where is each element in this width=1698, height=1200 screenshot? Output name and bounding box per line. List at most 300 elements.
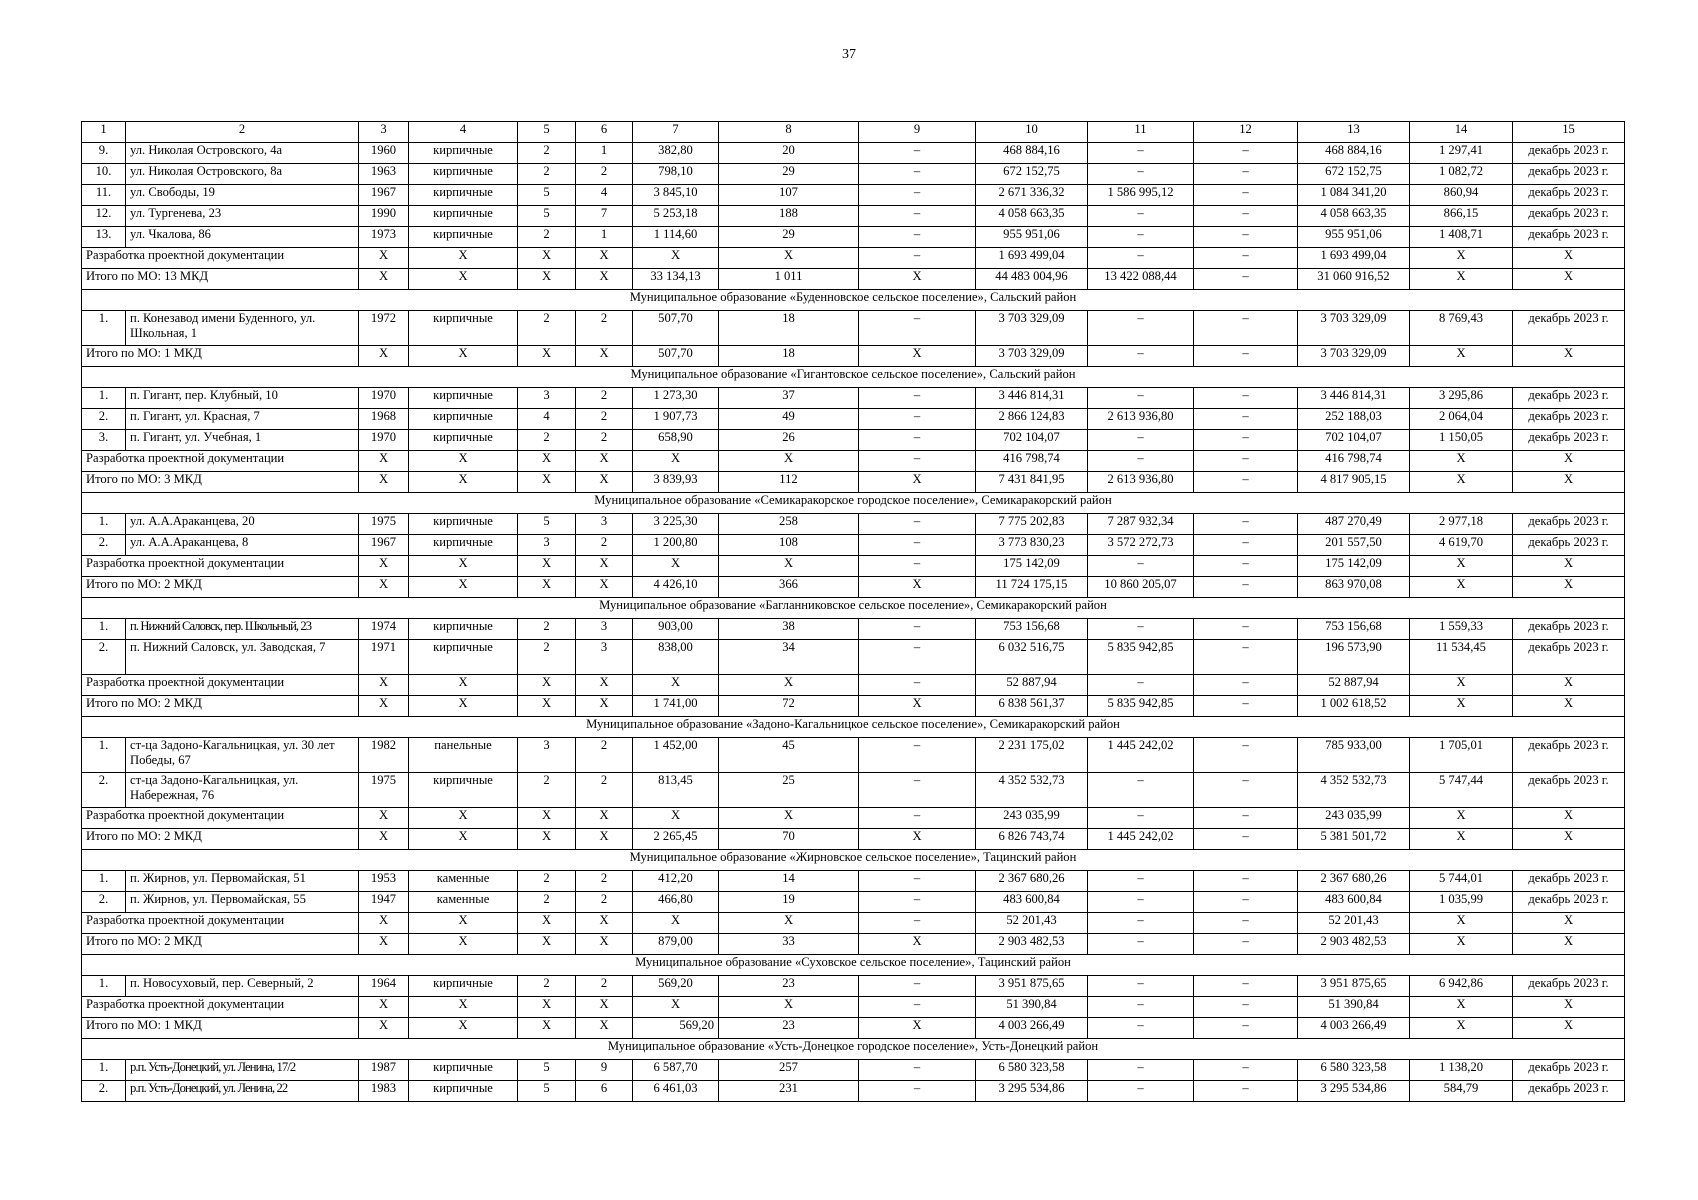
cell-col-3: 1953 [359,871,409,892]
summary-cell-col-5: Х [518,675,576,696]
municipality-header-row [82,598,1625,619]
cell-col-3: 1970 [359,388,409,409]
cell-col-11: 5 835 942,85 [1088,640,1194,675]
cell-col-13: 3 295 534,86 [1298,1081,1410,1102]
cell-col-4: кирпичные [409,185,518,206]
summary-cell-col-7: 507,70 [633,346,719,367]
cell-col-10: 483 600,84 [976,892,1088,913]
cell-col-6: 2 [576,892,633,913]
summary-cell-col-14: Х [1410,829,1513,850]
cell-col-5: 2 [518,164,576,185]
row-number-cell: 1. [82,388,126,409]
cell-col-8: 19 [719,892,859,913]
summary-cell-col-14: Х [1410,675,1513,696]
summary-row [82,808,1625,829]
cell-col-4: каменные [409,892,518,913]
summary-cell-col-8: Х [719,675,859,696]
summary-cell-col-12: – [1194,1018,1298,1039]
summary-cell-col-9: Х [859,472,976,493]
cell-col-14: 1 705,01 [1410,738,1513,773]
cell-col-4: кирпичные [409,311,518,346]
cell-col-9: – [859,892,976,913]
cell-col-3: 1987 [359,1060,409,1081]
table-body [82,122,1625,1102]
summary-cell-col-6: Х [576,696,633,717]
cell-col-10: 4 352 532,73 [976,773,1088,808]
summary-cell-col-6: Х [576,675,633,696]
summary-cell-col-3: Х [359,808,409,829]
cell-col-5: 5 [518,206,576,227]
cell-col-4: кирпичные [409,409,518,430]
summary-cell-col-7: 1 741,00 [633,696,719,717]
summary-cell-col-14: Х [1410,248,1513,269]
summary-label: Итого по МО: 2 МКД [82,696,359,717]
summary-cell-col-4: Х [409,1018,518,1039]
summary-cell-col-3: Х [359,248,409,269]
summary-cell-col-5: Х [518,696,576,717]
summary-cell-col-15: Х [1513,346,1625,367]
row-number-cell: 10. [82,164,126,185]
address-cell: ул. Свободы, 19 [126,185,359,206]
municipality-header-row [82,290,1625,311]
cell-col-10: 2 866 124,83 [976,409,1088,430]
summary-label: Итого по МО: 3 МКД [82,472,359,493]
summary-cell-col-6: Х [576,829,633,850]
summary-cell-col-9: Х [859,934,976,955]
cell-col-9: – [859,514,976,535]
column-number-2: 2 [126,122,359,143]
cell-col-7: 1 114,60 [633,227,719,248]
cell-col-3: 1967 [359,185,409,206]
cell-col-7: 1 907,73 [633,409,719,430]
summary-cell-col-6: Х [576,808,633,829]
cell-col-9: – [859,976,976,997]
summary-cell-col-5: Х [518,829,576,850]
cell-col-3: 1983 [359,1081,409,1102]
summary-cell-col-9: – [859,675,976,696]
cell-col-10: 4 058 663,35 [976,206,1088,227]
cell-col-14: 1 035,99 [1410,892,1513,913]
municipality-title: Муниципальное образование «Гигантовское сельское поселение», Сальский район [82,367,1625,388]
cell-col-5: 5 [518,514,576,535]
cell-col-4: кирпичные [409,976,518,997]
summary-label: Разработка проектной документации [82,675,359,696]
summary-cell-col-8: 23 [719,1018,859,1039]
cell-col-10: 6 032 516,75 [976,640,1088,675]
cell-col-5: 2 [518,227,576,248]
row-number-cell: 2. [82,773,126,808]
cell-col-7: 412,20 [633,871,719,892]
cell-col-5: 3 [518,535,576,556]
summary-cell-col-14: Х [1410,997,1513,1018]
row-number-cell: 2. [82,1081,126,1102]
cell-col-7: 1 200,80 [633,535,719,556]
cell-col-11: – [1088,1060,1194,1081]
table-row [82,619,1625,640]
summary-cell-col-13: 51 390,84 [1298,997,1410,1018]
summary-cell-col-14: Х [1410,472,1513,493]
cell-col-15: декабрь 2023 г. [1513,1081,1625,1102]
summary-cell-col-6: Х [576,472,633,493]
cell-col-5: 5 [518,185,576,206]
row-number-cell: 2. [82,409,126,430]
summary-cell-col-12: – [1194,913,1298,934]
summary-cell-col-11: 2 613 936,80 [1088,472,1194,493]
table-row [82,1060,1625,1081]
cell-col-15: декабрь 2023 г. [1513,773,1625,808]
cell-col-13: 483 600,84 [1298,892,1410,913]
cell-col-11: – [1088,143,1194,164]
summary-cell-col-3: Х [359,346,409,367]
cell-col-9: – [859,388,976,409]
row-number-cell: 1. [82,871,126,892]
summary-cell-col-11: – [1088,808,1194,829]
cell-col-5: 2 [518,430,576,451]
cell-col-6: 2 [576,871,633,892]
summary-cell-col-6: Х [576,577,633,598]
cell-col-6: 1 [576,143,633,164]
summary-cell-col-10: 11 724 175,15 [976,577,1088,598]
summary-cell-col-4: Х [409,913,518,934]
cell-col-13: 1 084 341,20 [1298,185,1410,206]
cell-col-3: 1947 [359,892,409,913]
cell-col-7: 813,45 [633,773,719,808]
cell-col-12: – [1194,430,1298,451]
summary-cell-col-9: – [859,556,976,577]
cell-col-6: 2 [576,738,633,773]
cell-col-7: 507,70 [633,311,719,346]
cell-col-7: 466,80 [633,892,719,913]
summary-cell-col-11: – [1088,913,1194,934]
summary-cell-col-14: Х [1410,556,1513,577]
cell-col-11: 1 445 242,02 [1088,738,1194,773]
cell-col-15: декабрь 2023 г. [1513,164,1625,185]
cell-col-14: 1 408,71 [1410,227,1513,248]
summary-cell-col-14: Х [1410,1018,1513,1039]
summary-cell-col-10: 7 431 841,95 [976,472,1088,493]
cell-col-6: 2 [576,311,633,346]
summary-cell-col-15: Х [1513,577,1625,598]
summary-label: Разработка проектной документации [82,451,359,472]
cell-col-14: 860,94 [1410,185,1513,206]
cell-col-14: 3 295,86 [1410,388,1513,409]
cell-col-13: 3 951 875,65 [1298,976,1410,997]
summary-label: Разработка проектной документации [82,808,359,829]
table-row [82,773,1625,808]
summary-cell-col-8: 18 [719,346,859,367]
cell-col-6: 7 [576,206,633,227]
cell-col-11: 1 586 995,12 [1088,185,1194,206]
row-number-cell: 1. [82,311,126,346]
summary-cell-col-4: Х [409,675,518,696]
cell-col-10: 3 446 814,31 [976,388,1088,409]
cell-col-5: 2 [518,976,576,997]
cell-col-8: 34 [719,640,859,675]
row-number-cell: 1. [82,976,126,997]
row-number-cell: 1. [82,1060,126,1081]
cell-col-4: кирпичные [409,227,518,248]
cell-col-9: – [859,640,976,675]
cell-col-8: 231 [719,1081,859,1102]
summary-row [82,269,1625,290]
summary-cell-col-3: Х [359,675,409,696]
cell-col-11: – [1088,227,1194,248]
summary-cell-col-15: Х [1513,556,1625,577]
cell-col-9: – [859,1081,976,1102]
municipality-header-row [82,717,1625,738]
cell-col-13: 468 884,16 [1298,143,1410,164]
summary-cell-col-10: 6 826 743,74 [976,829,1088,850]
summary-cell-col-6: Х [576,913,633,934]
cell-col-7: 6 587,70 [633,1060,719,1081]
summary-cell-col-15: Х [1513,997,1625,1018]
cell-col-14: 5 744,01 [1410,871,1513,892]
cell-col-9: – [859,143,976,164]
summary-cell-col-5: Х [518,577,576,598]
cell-col-6: 3 [576,514,633,535]
row-number-cell: 2. [82,892,126,913]
cell-col-9: – [859,185,976,206]
summary-cell-col-10: 52 201,43 [976,913,1088,934]
cell-col-10: 468 884,16 [976,143,1088,164]
cell-col-15: декабрь 2023 г. [1513,143,1625,164]
summary-cell-col-6: Х [576,1018,633,1039]
summary-cell-col-3: Х [359,829,409,850]
cell-col-14: 1 297,41 [1410,143,1513,164]
summary-cell-col-10: 4 003 266,49 [976,1018,1088,1039]
address-cell: п. Новосуховый, пер. Северный, 2 [126,976,359,997]
summary-cell-col-7: Х [633,248,719,269]
cell-col-7: 903,00 [633,619,719,640]
cell-col-9: – [859,773,976,808]
cell-col-13: 4 352 532,73 [1298,773,1410,808]
summary-cell-col-12: – [1194,346,1298,367]
cell-col-7: 5 253,18 [633,206,719,227]
row-number-cell: 13. [82,227,126,248]
summary-cell-col-12: – [1194,248,1298,269]
cell-col-9: – [859,738,976,773]
summary-cell-col-11: – [1088,1018,1194,1039]
table-row [82,640,1625,675]
cell-col-12: – [1194,619,1298,640]
cell-col-4: кирпичные [409,430,518,451]
address-cell: п. Гигант, ул. Учебная, 1 [126,430,359,451]
summary-cell-col-15: Х [1513,248,1625,269]
cell-col-3: 1974 [359,619,409,640]
cell-col-8: 29 [719,164,859,185]
column-number-9: 9 [859,122,976,143]
cell-col-7: 569,20 [633,976,719,997]
summary-cell-col-15: Х [1513,675,1625,696]
table-row [82,409,1625,430]
cell-col-11: – [1088,1081,1194,1102]
summary-label: Итого по МО: 13 МКД [82,269,359,290]
cell-col-6: 1 [576,227,633,248]
summary-label: Итого по МО: 1 МКД [82,346,359,367]
municipality-header-row [82,955,1625,976]
summary-cell-col-8: 33 [719,934,859,955]
cell-col-3: 1973 [359,227,409,248]
cell-col-9: – [859,409,976,430]
summary-cell-col-12: – [1194,829,1298,850]
cell-col-9: – [859,164,976,185]
cell-col-13: 3 703 329,09 [1298,311,1410,346]
cell-col-15: декабрь 2023 г. [1513,535,1625,556]
summary-cell-col-13: 52 887,94 [1298,675,1410,696]
table-row [82,164,1625,185]
address-cell: ул. Тургенева, 23 [126,206,359,227]
summary-cell-col-9: – [859,248,976,269]
cell-col-12: – [1194,164,1298,185]
summary-cell-col-11: – [1088,934,1194,955]
cell-col-11: 3 572 272,73 [1088,535,1194,556]
cell-col-8: 25 [719,773,859,808]
cell-col-4: кирпичные [409,535,518,556]
summary-cell-col-15: Х [1513,808,1625,829]
summary-cell-col-12: – [1194,577,1298,598]
column-number-3: 3 [359,122,409,143]
cell-col-10: 2 671 336,32 [976,185,1088,206]
summary-cell-col-6: Х [576,346,633,367]
summary-row [82,913,1625,934]
cell-col-6: 3 [576,619,633,640]
cell-col-8: 49 [719,409,859,430]
cell-col-10: 3 773 830,23 [976,535,1088,556]
cell-col-12: – [1194,409,1298,430]
summary-cell-col-10: 44 483 004,96 [976,269,1088,290]
cell-col-13: 785 933,00 [1298,738,1410,773]
summary-cell-col-13: 863 970,08 [1298,577,1410,598]
cell-col-7: 3 225,30 [633,514,719,535]
summary-cell-col-5: Х [518,997,576,1018]
summary-cell-col-7: 2 265,45 [633,829,719,850]
cell-col-13: 201 557,50 [1298,535,1410,556]
cell-col-15: декабрь 2023 г. [1513,409,1625,430]
summary-cell-col-7: 879,00 [633,934,719,955]
cell-col-8: 29 [719,227,859,248]
summary-cell-col-14: Х [1410,451,1513,472]
summary-cell-col-11: – [1088,997,1194,1018]
cell-col-11: 7 287 932,34 [1088,514,1194,535]
summary-row [82,997,1625,1018]
cell-col-15: декабрь 2023 г. [1513,514,1625,535]
cell-col-7: 798,10 [633,164,719,185]
summary-cell-col-7: Х [633,808,719,829]
municipality-title: Муниципальное образование «Задоно-Кагальницкое сельское поселение», Семикаракорский район [82,717,1625,738]
cell-col-4: каменные [409,871,518,892]
cell-col-7: 838,00 [633,640,719,675]
summary-cell-col-15: Х [1513,451,1625,472]
table-row [82,871,1625,892]
cell-col-5: 3 [518,738,576,773]
cell-col-13: 955 951,06 [1298,227,1410,248]
cell-col-5: 3 [518,388,576,409]
row-number-cell: 2. [82,535,126,556]
summary-cell-col-9: Х [859,696,976,717]
summary-cell-col-7: 569,20 [633,1018,719,1039]
cell-col-11: – [1088,619,1194,640]
summary-cell-col-10: 52 887,94 [976,675,1088,696]
cell-col-9: – [859,227,976,248]
summary-cell-col-5: Х [518,913,576,934]
row-number-cell: 12. [82,206,126,227]
summary-cell-col-6: Х [576,556,633,577]
summary-cell-col-12: – [1194,997,1298,1018]
cell-col-6: 2 [576,430,633,451]
cell-col-14: 866,15 [1410,206,1513,227]
summary-cell-col-7: Х [633,556,719,577]
cell-col-3: 1963 [359,164,409,185]
table-row [82,206,1625,227]
summary-cell-col-11: – [1088,675,1194,696]
cell-col-9: – [859,206,976,227]
cell-col-11: – [1088,311,1194,346]
summary-cell-col-4: Х [409,934,518,955]
cell-col-12: – [1194,773,1298,808]
summary-label: Итого по МО: 1 МКД [82,1018,359,1039]
cell-col-10: 672 152,75 [976,164,1088,185]
cell-col-8: 38 [719,619,859,640]
cell-col-7: 1 273,30 [633,388,719,409]
cell-col-7: 6 461,03 [633,1081,719,1102]
cell-col-7: 1 452,00 [633,738,719,773]
summary-cell-col-3: Х [359,997,409,1018]
summary-cell-col-15: Х [1513,913,1625,934]
cell-col-10: 6 580 323,58 [976,1060,1088,1081]
cell-col-7: 382,80 [633,143,719,164]
summary-label: Разработка проектной документации [82,997,359,1018]
summary-cell-col-5: Х [518,346,576,367]
address-cell: п. Жирнов, ул. Первомайская, 51 [126,871,359,892]
cell-col-7: 658,90 [633,430,719,451]
cell-col-4: кирпичные [409,388,518,409]
summary-row [82,675,1625,696]
row-number-cell: 1. [82,619,126,640]
summary-cell-col-9: Х [859,829,976,850]
summary-cell-col-8: 366 [719,577,859,598]
cell-col-5: 4 [518,409,576,430]
cell-col-15: декабрь 2023 г. [1513,1060,1625,1081]
cell-col-6: 2 [576,409,633,430]
address-cell: ул. Николая Островского, 8а [126,164,359,185]
summary-cell-col-8: 1 011 [719,269,859,290]
summary-row [82,472,1625,493]
summary-cell-col-9: – [859,808,976,829]
municipality-title: Муниципальное образование «Багланниковское сельское поселение», Семикаракорский район [82,598,1625,619]
row-number-cell: 1. [82,738,126,773]
summary-cell-col-14: Х [1410,808,1513,829]
cell-col-14: 6 942,86 [1410,976,1513,997]
summary-cell-col-8: Х [719,997,859,1018]
summary-cell-col-9: Х [859,577,976,598]
municipality-header-row [82,493,1625,514]
table-row [82,227,1625,248]
cell-col-12: – [1194,1060,1298,1081]
row-number-cell: 11. [82,185,126,206]
cell-col-15: декабрь 2023 г. [1513,976,1625,997]
cell-col-12: – [1194,1081,1298,1102]
summary-cell-col-3: Х [359,472,409,493]
summary-cell-col-7: Х [633,997,719,1018]
cell-col-15: декабрь 2023 г. [1513,227,1625,248]
cell-col-12: – [1194,871,1298,892]
address-cell: п. Конезавод имени Буденного, ул. Школьная, 1 [126,311,359,346]
cell-col-5: 2 [518,619,576,640]
address-cell: ул. Чкалова, 86 [126,227,359,248]
column-number-11: 11 [1088,122,1194,143]
cell-col-13: 3 446 814,31 [1298,388,1410,409]
cell-col-11: – [1088,430,1194,451]
